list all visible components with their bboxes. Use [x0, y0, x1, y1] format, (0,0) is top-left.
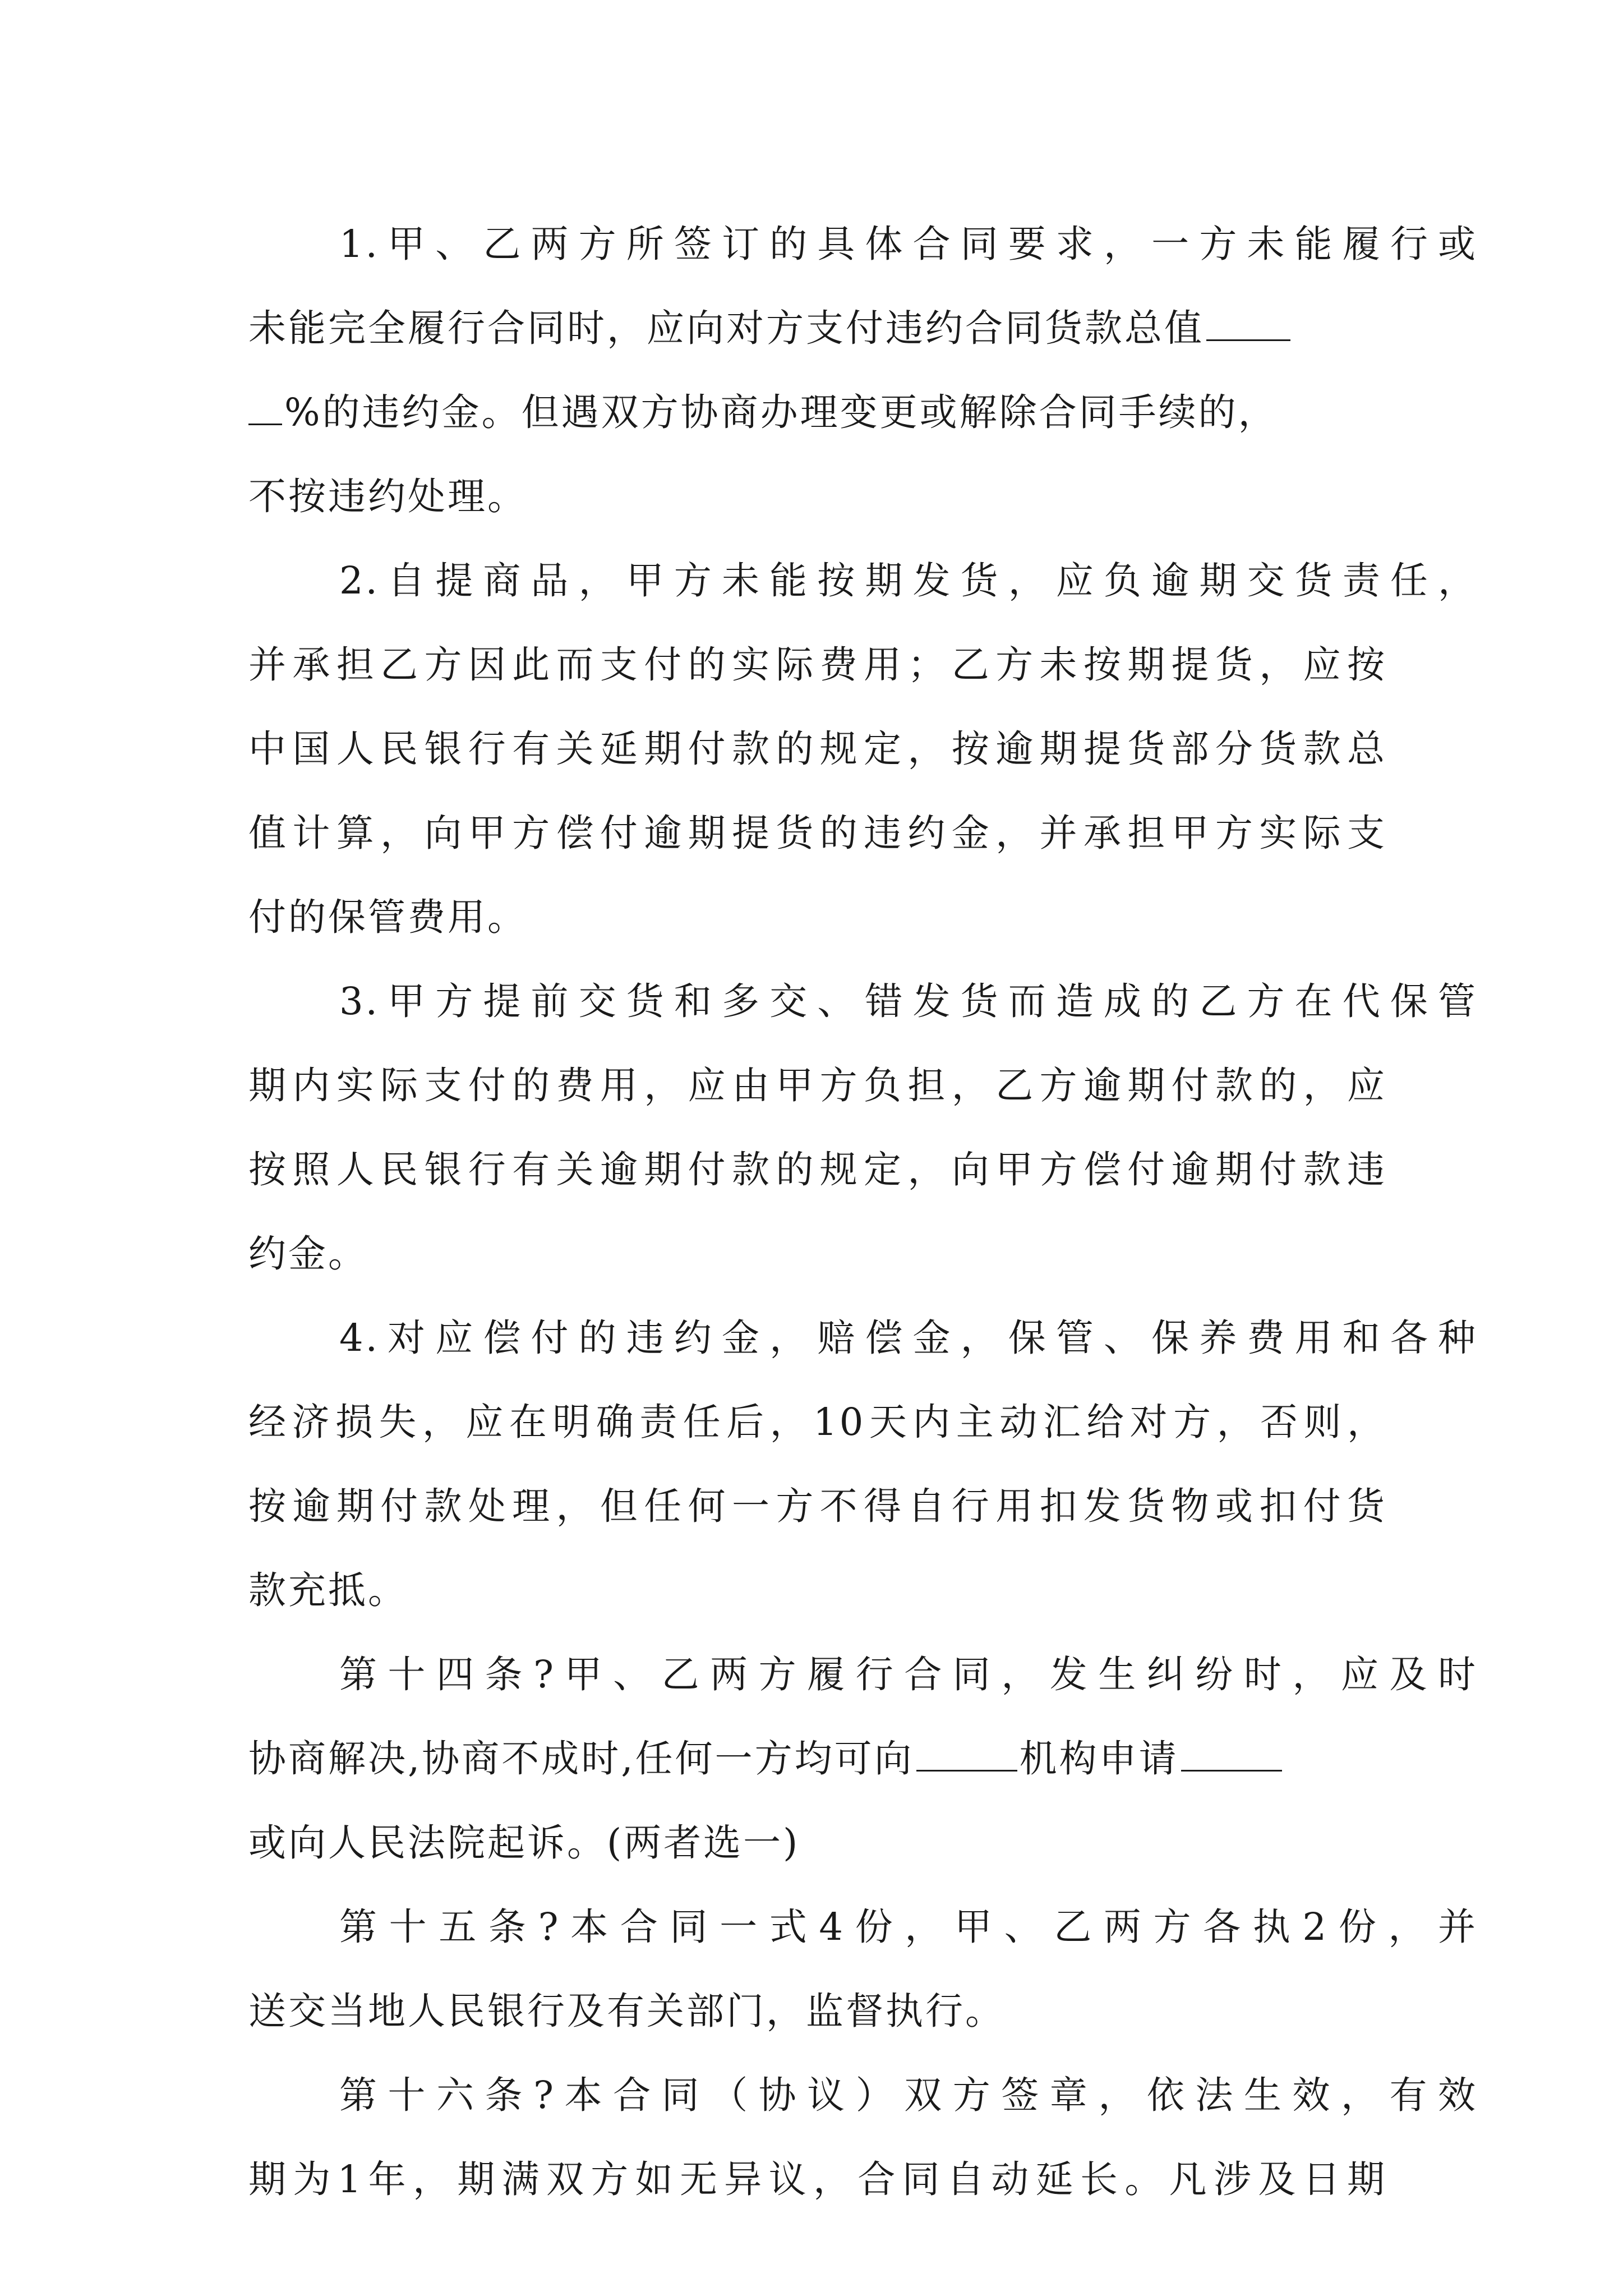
paragraph-3-line-2: 期内实际支付的费用，应由甲方负担，乙方逾期付款的，应	[248, 1064, 1387, 1107]
blank-underline	[916, 1742, 1017, 1772]
article-14-line-2	[248, 1717, 1387, 1801]
paragraph-3-line-3: 按照人民银行有关逾期付款的规定，向甲方偿付逾期付款违	[248, 1148, 1387, 1191]
article-16-line-1: 第十六条?本合同（协议）双方签章，依法生效，有效	[339, 2073, 1478, 2117]
paragraph-2-line-3: 中国人民银行有关延期付款的规定，按逾期提货部分货款总	[248, 727, 1387, 771]
blank-underline	[248, 395, 282, 425]
paragraph-2-line-4: 值计算，向甲方偿付逾期提货的违约金，并承担甲方实际支	[248, 811, 1387, 855]
paragraph-1-line-3-text: %的违约金。但遇双方协商办理变更或解除合同手续的，	[284, 390, 1278, 434]
paragraph-2-line-2: 并承担乙方因此而支付的实际费用；乙方未按期提货，应按	[248, 643, 1387, 687]
paragraph-2-line-5: 付的保管费用。	[248, 895, 527, 939]
paragraph-4-line-2: 经济损失，应在明确责任后，10天内主动汇给对方，否则，	[248, 1400, 1387, 1444]
blank-underline	[1206, 311, 1290, 341]
paragraph-1-line-1: 1.甲、乙两方所签订的具体合同要求，一方未能履行或	[339, 222, 1478, 266]
paragraph-1-line-4: 不按违约处理。	[248, 475, 527, 518]
article-14-line-2-text-b: 机构申请	[1019, 1737, 1179, 1780]
article-14-line-3: 或向人民法院起诉。(两者选一)	[248, 1821, 800, 1865]
paragraph-4-line-1: 4.对应偿付的违约金，赔偿金，保管、保养费用和各种	[339, 1316, 1478, 1360]
paragraph-1-line-3	[248, 370, 1387, 454]
paragraph-1-line-2	[248, 286, 1387, 370]
article-14-line-2-text-a: 协商解决,协商不成时,任何一方均可向	[248, 1737, 914, 1780]
paragraph-3-line-1: 3.甲方提前交货和多交、错发货而造成的乙方在代保管	[339, 979, 1478, 1023]
paragraph-3-line-4: 约金。	[248, 1232, 368, 1276]
article-15-line-1: 第十五条?本合同一式4份，甲、乙两方各执2份，并	[339, 1905, 1478, 1949]
article-15-line-2: 送交当地人民银行及有关部门，监督执行。	[248, 1989, 1005, 2033]
blank-underline	[1181, 1742, 1282, 1772]
article-16-line-2: 期为1年，期满双方如无异议，合同自动延长。凡涉及日期	[248, 2157, 1387, 2201]
paragraph-2-line-1: 2.自提商品，甲方未能按期发货，应负逾期交货责任，	[339, 559, 1478, 602]
paragraph-4-line-4: 款充抵。	[248, 1568, 408, 1612]
paragraph-4-line-3: 按逾期付款处理，但任何一方不得自行用扣发货物或扣付货	[248, 1484, 1387, 1528]
article-14-line-1: 第十四条?甲、乙两方履行合同，发生纠纷时，应及时	[339, 1653, 1478, 1696]
paragraph-1-line-2-text: 未能完全履行合同时，应向对方支付违约合同货款总值	[248, 306, 1204, 350]
